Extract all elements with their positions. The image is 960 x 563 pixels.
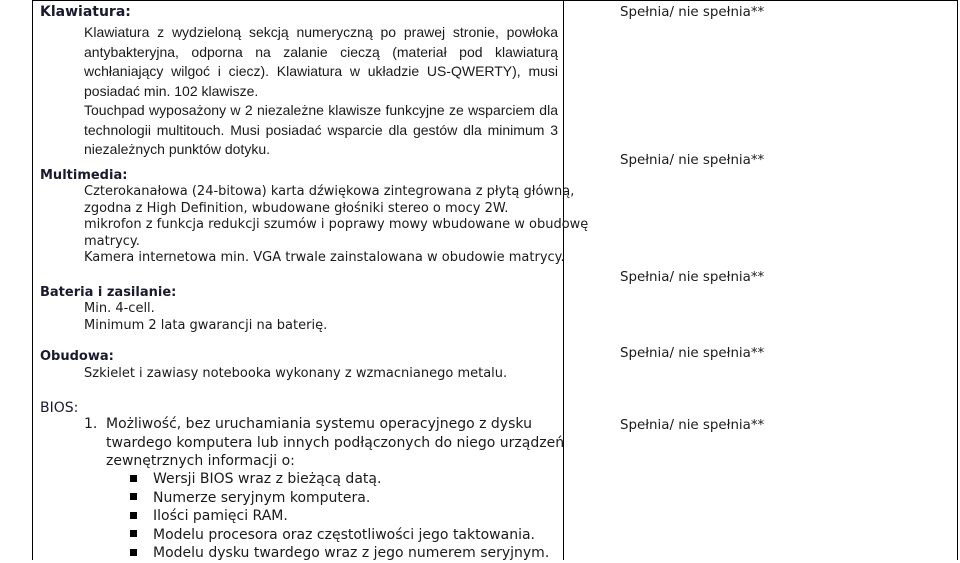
klawiatura-line: Touchpad wyposażony w 2 niezależne klawisze funkcyjne ze wsparciem dla: [84, 102, 558, 118]
square-bullet-icon: [130, 493, 137, 500]
bios-bullet-text: Modelu procesora oraz częstotliwości jego taktowania.: [153, 526, 535, 543]
bios-item-line: Możliwość, bez uruchamiania systemu operacyjnego z dysku: [106, 416, 532, 432]
bios-bullet-text: Numerze seryjnym komputera.: [153, 489, 371, 506]
bios-item-description: [106, 415, 564, 471]
klawiatura-line: Klawiatura z wydzieloną sekcją numeryczną po prawej stronie, powłoka: [84, 24, 558, 40]
bateria-status: Spełnia/ nie spełnia**: [620, 270, 765, 285]
multimedia-status: Spełnia/ nie spełnia**: [620, 153, 765, 168]
bios-bullet-text: Wersji BIOS wraz z bieżącą datą.: [153, 471, 382, 487]
bios-bullet-item: [130, 507, 549, 526]
bateria-line: Minimum 2 lata gwarancji na baterię.: [84, 317, 328, 333]
obudowa-line: Szkielet i zawiasy notebooka wykonany z wzmacnianego metalu.: [84, 366, 508, 381]
bios-item-line: zewnętrznych informacji o:: [106, 453, 295, 469]
obudowa-status: Spełnia/ nie spełnia**: [620, 346, 765, 361]
obudowa-description: [84, 366, 507, 383]
multimedia-line: matrycy.: [84, 233, 140, 249]
multimedia-heading: Multimedia:: [40, 168, 128, 183]
bios-bullet-item: [130, 470, 549, 489]
klawiatura-line: niezależnych punktów dotyku.: [84, 141, 270, 157]
klawiatura-line: technologii multitouch. Musi posiadać wsparcie dla gestów dla minimum 3: [84, 121, 558, 138]
bios-bullet-list: [130, 470, 549, 563]
obudowa-heading: Obudowa:: [40, 349, 114, 364]
multimedia-line: Kamera internetowa min. VGA trwale zainstalowana w obudowie matrycy.: [84, 250, 565, 265]
bios-bullet-text: Modelu dysku twardego wraz z jego numerem seryjnym.: [153, 545, 550, 561]
klawiatura-heading: Klawiatura:: [40, 4, 131, 20]
bios-item-number: 1.: [84, 416, 98, 432]
multimedia-line: mikrofon z funkcja redukcji szumów i poprawy mowy wbudowane w obudowę: [84, 217, 589, 232]
bateria-line: Min. 4-cell.: [84, 301, 155, 316]
bios-bullet-item: [130, 526, 549, 545]
bios-heading: BIOS:: [40, 400, 79, 416]
bios-item-line: twardego komputera lub innych podłączonych do niego urządzeń: [106, 434, 565, 451]
klawiatura-line: wchłaniający wilgoć i ciecz). Klawiatura w układzie US-QWERTY), musi: [84, 63, 558, 79]
bateria-description: [84, 301, 327, 334]
multimedia-description: [84, 184, 588, 267]
multimedia-line: Czterokanałowa (24-bitowa) karta dźwiękowa zintegrowana z płytą główną,: [84, 184, 575, 199]
square-bullet-icon: [130, 549, 137, 556]
klawiatura-line: posiadać min. 102 klawisze.: [84, 82, 259, 99]
square-bullet-icon: [130, 512, 137, 519]
bios-status: Spełnia/ nie spełnia**: [620, 418, 765, 433]
bateria-heading: Bateria i zasilanie:: [40, 285, 177, 300]
multimedia-line: zgodna z High Definition, wbudowane głośniki stereo o mocy 2W.: [84, 200, 509, 216]
klawiatura-description: [84, 23, 558, 160]
klawiatura-status: Spełnia/ nie spełnia**: [620, 5, 765, 20]
bios-bullet-item: [130, 489, 549, 508]
square-bullet-icon: [130, 475, 137, 482]
square-bullet-icon: [130, 530, 137, 537]
bios-bullet-text: Ilości pamięci RAM.: [153, 508, 288, 524]
column-divider: [563, 0, 564, 560]
klawiatura-line: antybakteryjna, odporna na zalanie cieczą (materiał pod klawiaturą: [84, 43, 558, 60]
